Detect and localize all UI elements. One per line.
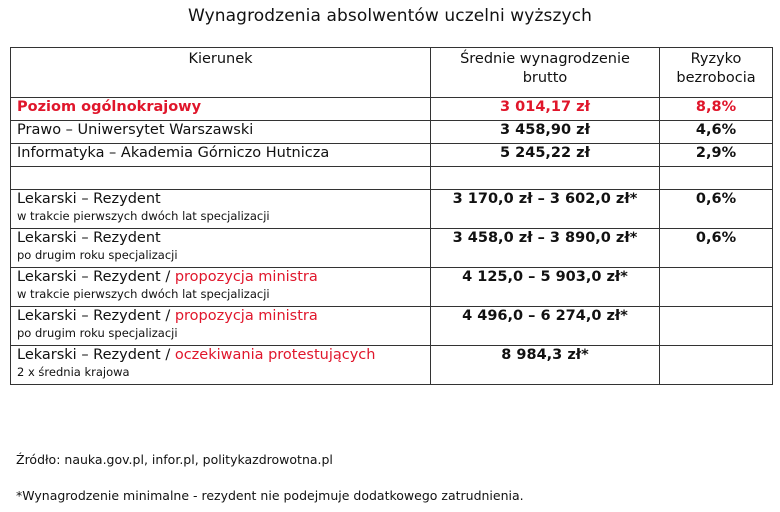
row-wynagrodzenie <box>431 167 660 190</box>
row-ryzyko: 4,6% <box>660 121 773 144</box>
header-wynagrodzenie: Średnie wynagrodzenie brutto <box>431 48 660 98</box>
row-wynagrodzenie: 3 014,17 zł <box>431 98 660 121</box>
table-row <box>11 307 773 346</box>
table-row <box>11 98 773 121</box>
table-row <box>11 229 773 268</box>
row-ryzyko <box>660 268 773 307</box>
row-wynagrodzenie: 3 170,0 zł – 3 602,0 zł* <box>431 190 660 229</box>
row-kierunek: Prawo – Uniwersytet Warszawski <box>11 121 431 144</box>
row-kierunek: Lekarski – Rezydent / <box>17 308 171 324</box>
row-podtytul: po drugim roku specjalizacji <box>17 248 178 262</box>
source-note: Źródło: nauka.gov.pl, infor.pl, politykazdrowotna.pl <box>16 452 333 467</box>
row-kierunek: Poziom ogólnokrajowy <box>11 98 431 121</box>
table-row-empty <box>11 167 773 190</box>
row-wynagrodzenie: 4 125,0 – 5 903,0 zł* <box>431 268 660 307</box>
table-row <box>11 121 773 144</box>
row-dodatek: oczekiwania protestujących <box>174 347 376 363</box>
row-kierunek-cell <box>11 229 431 268</box>
row-dodatek: propozycja ministra <box>174 308 318 324</box>
salary-table <box>10 47 773 385</box>
table-row <box>11 346 773 385</box>
row-wynagrodzenie: 3 458,0 zł – 3 890,0 zł* <box>431 229 660 268</box>
table-row <box>11 144 773 167</box>
row-kierunek-cell <box>11 307 431 346</box>
footnote: *Wynagrodzenie minimalne - rezydent nie podejmuje dodatkowego zatrudnienia. <box>16 488 524 503</box>
table-row <box>11 190 773 229</box>
row-podtytul: w trakcie pierwszych dwóch lat specjalizacji <box>17 287 270 301</box>
row-wynagrodzenie: 4 496,0 – 6 274,0 zł* <box>431 307 660 346</box>
row-ryzyko: 0,6% <box>660 229 773 268</box>
header-kierunek: Kierunek <box>11 48 431 98</box>
row-dodatek: propozycja ministra <box>174 269 318 285</box>
row-kierunek-cell <box>11 346 431 385</box>
row-kierunek: Informatyka – Akademia Górniczo Hutnicza <box>11 144 431 167</box>
row-ryzyko: 0,6% <box>660 190 773 229</box>
row-podtytul: 2 x średnia krajowa <box>17 365 130 379</box>
table-header-row <box>11 48 773 98</box>
row-kierunek-cell <box>11 268 431 307</box>
row-ryzyko <box>660 167 773 190</box>
row-kierunek-cell <box>11 190 431 229</box>
row-kierunek: Lekarski – Rezydent / <box>17 269 171 285</box>
page-title: Wynagrodzenia absolwentów uczelni wyższych <box>188 6 592 26</box>
table-row <box>11 268 773 307</box>
row-kierunek <box>11 167 431 190</box>
row-kierunek: Lekarski – Rezydent <box>17 191 161 207</box>
row-podtytul: po drugim roku specjalizacji <box>17 326 178 340</box>
row-wynagrodzenie: 5 245,22 zł <box>431 144 660 167</box>
row-ryzyko <box>660 307 773 346</box>
row-wynagrodzenie: 3 458,90 zł <box>431 121 660 144</box>
row-kierunek: Lekarski – Rezydent / <box>17 347 171 363</box>
row-wynagrodzenie: 8 984,3 zł* <box>431 346 660 385</box>
row-ryzyko <box>660 346 773 385</box>
row-ryzyko: 8,8% <box>660 98 773 121</box>
row-kierunek: Lekarski – Rezydent <box>17 230 161 246</box>
row-ryzyko: 2,9% <box>660 144 773 167</box>
row-podtytul: w trakcie pierwszych dwóch lat specjalizacji <box>17 209 270 223</box>
header-ryzyko: Ryzyko bezrobocia <box>660 48 773 98</box>
